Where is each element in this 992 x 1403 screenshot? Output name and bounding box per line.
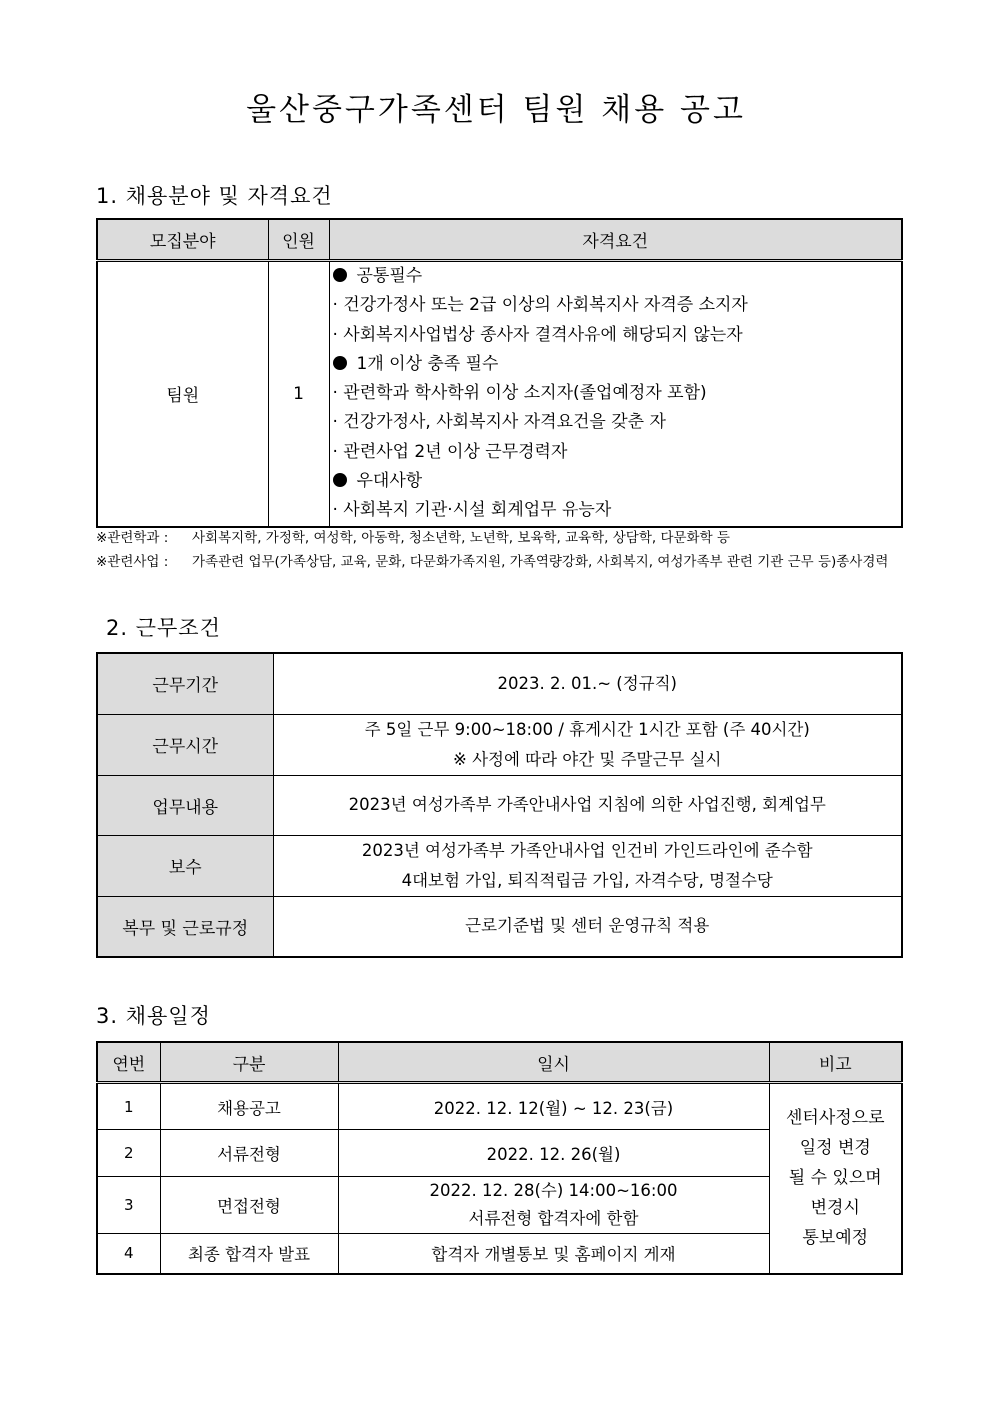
bullet-circle-icon bbox=[333, 268, 347, 282]
section2-heading: 2. 근무조건 bbox=[106, 616, 221, 640]
requirement-group-heading: 1개 이상 충족 필수 bbox=[333, 350, 902, 379]
requirement-group-heading: 우대사항 bbox=[333, 467, 902, 496]
schedule-row: 4 최종 합격자 발표 합격자 개별통보 및 홈페이지 게재 bbox=[97, 1234, 902, 1274]
page-title: 울산중구가족센터 팀원 채용 공고 bbox=[246, 92, 746, 128]
requirement-item: · 사회복지 기관·시설 회계업무 유능자 bbox=[332, 500, 612, 521]
requirement-item: · 관련학과 학사학위 이상 소지자(졸업예정자 포함) bbox=[332, 383, 707, 404]
schedule-row: 1 채용공고 2022. 12. 12(월) ~ 12. 23(금) 센터사정으로 일정 변경 될 수 있으며 변경시 통보예정 bbox=[97, 1083, 902, 1130]
note-related-majors: ※관련학과 : 사회복지학, 가정학, 여성학, 아동학, 청소년학, 노년학, 보육학, 교육학, 상담학, 다문화학 등 bbox=[96, 530, 730, 546]
header-when: 일시 bbox=[338, 1042, 769, 1083]
condition-row: 업무내용 2023년 여성가족부 가족안내사업 지침에 의한 사업진행, 회계업무 bbox=[97, 775, 902, 835]
schedule-row: 3 면접전형 2022. 12. 28(수) 14:00~16:00 서류전형 합격자에 한함 bbox=[97, 1177, 902, 1234]
section3-heading: 3. 채용일정 bbox=[96, 1004, 211, 1028]
requirements-list bbox=[329, 261, 902, 527]
requirement-item: · 건강가정사 또는 2급 이상의 사회복지사 자격증 소지자 bbox=[332, 295, 748, 316]
header-requirements: 자격요건 bbox=[329, 219, 902, 261]
schedule-table bbox=[96, 1041, 903, 1275]
notes bbox=[96, 527, 906, 574]
condition-row: 보수 2023년 여성가족부 가족안내사업 인건비 가인드라인에 준수함 4대보험 가입, 퇴직적립금 가입, 자격수당, 명절수당 bbox=[97, 835, 902, 896]
condition-row: 근무시간 주 5일 근무 9:00~18:00 / 휴게시간 1시간 포함 (주 40시간) ※ 사정에 따라 야간 및 주말근무 실시 bbox=[97, 714, 902, 775]
bullet-circle-icon bbox=[333, 356, 347, 370]
condition-row: 근무기간 2023. 2. 01.~ (정규직) bbox=[97, 653, 902, 714]
header-remark: 비고 bbox=[769, 1042, 902, 1083]
qualification-table bbox=[96, 218, 903, 528]
note-related-work: ※관련사업 : 가족관련 업무(가족상담, 교육, 문화, 다문화가족지원, 가족역량강화, 사회복지, 여성가족부 관련 기관 근무 등)종사경력 bbox=[96, 553, 889, 570]
requirement-item: · 사회복지사업법상 종사자 결격사유에 해당되지 않는자 bbox=[332, 324, 743, 345]
requirement-item: · 관련사업 2년 이상 근무경력자 bbox=[332, 441, 568, 462]
header-count: 인원 bbox=[268, 219, 329, 261]
work-conditions-table bbox=[96, 652, 903, 958]
section1-heading: 1. 채용분야 및 자격요건 bbox=[96, 184, 333, 208]
header-type: 구분 bbox=[160, 1042, 338, 1083]
requirement-group-heading: 공통필수 bbox=[333, 262, 902, 291]
schedule-row: 2 서류전형 2022. 12. 26(월) bbox=[97, 1130, 902, 1177]
field-value: 팀원 bbox=[97, 261, 268, 527]
header-field: 모집분야 bbox=[97, 219, 268, 261]
condition-row: 복무 및 근로규정 근로기준법 및 센터 운영규칙 적용 bbox=[97, 896, 902, 957]
count-value: 1 bbox=[268, 261, 329, 527]
schedule-remark: 센터사정으로 일정 변경 될 수 있으며 변경시 통보예정 bbox=[769, 1083, 902, 1274]
header-no: 연번 bbox=[97, 1042, 160, 1083]
requirement-item: · 건강가정사, 사회복지사 자격요건을 갖춘 자 bbox=[332, 412, 666, 433]
bullet-circle-icon bbox=[333, 473, 347, 487]
